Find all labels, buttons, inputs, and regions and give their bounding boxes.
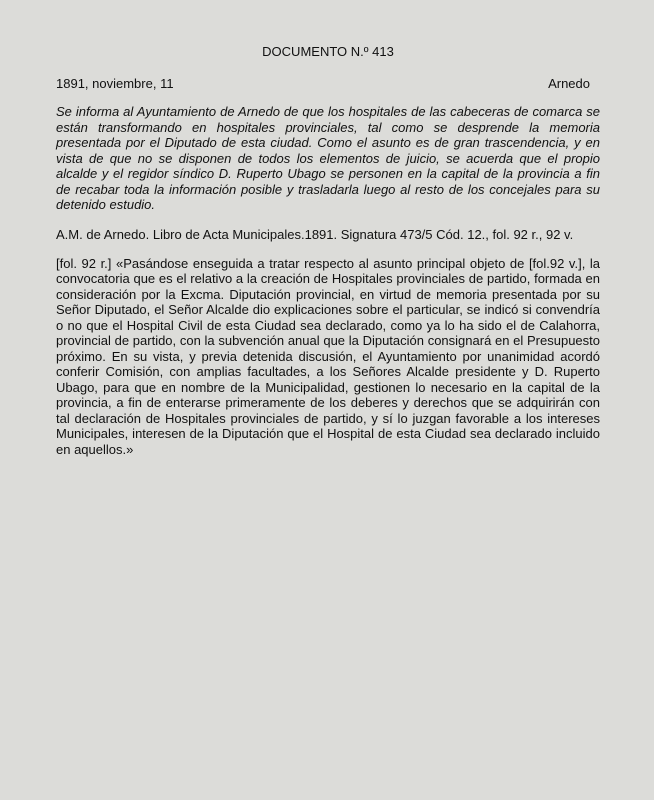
document-title: DOCUMENTO N.º 413 [262, 44, 394, 59]
document-summary: Se informa al Ayuntamiento de Arnedo de que los hospitales de las cabeceras de comarca se están transformando en hospitales provinciales, tal como se desprende la memoria presentada por el Diputado de esta ciudad. Como el asunto es de gran trascendencia, y en vista de que no se disponen de todos los elementos de juicio, se acuerda que el propio alcalde y el regidor síndico D. Ruperto Ubago se personen en la capital de la provincia a fin de recabar toda la información posible y trasladarla luego al resto de los concejales para su detenido estudio. [56, 104, 600, 212]
document-date: 1891, noviembre, 11 [56, 76, 174, 91]
transcription-body: [fol. 92 r.] «Pasándose enseguida a tratar respecto al asunto principal objeto de [fol.92 v.], la convocatoria que es el relativo a la creación de Hospitales provinciales de partido, formada en consideración por la Excma. Diputación provincial, en virtud de memoria presentada por su Señor Diputado, el Señor Alcalde dio explicaciones sobre el particular, se indicó si convendría o no que el Hospital Civil de esta Ciudad sea declarado, como ya lo ha sido el de Calahorra, provincial de partido, con la subvención anual que la Diputación consignará en el Presupuesto próximo. En su vista, y previa detenida discusión, el Ayuntamiento por unanimidad acordó conferir Comisión, con amplias facultades, a los Señores Alcalde presidente y D. Ruperto Ubago, para que en nombre de la Municipalidad, gestionen lo necesario en la capital de la provincia, a fin de enterarse primeramente de los deberes y derechos que se adquirirán con tal declaración de Hospitales provinciales de partido, y sí lo juzgan favorable a los intereses Municipales, interesen de la Diputación que el Hospital de esta Ciudad sea declarado incluido en aquellos.» [56, 255, 600, 457]
archival-source: A.M. de Arnedo. Libro de Acta Municipales.1891. Signatura 473/5 Cód. 12., fol. 92 r., 92 v. [56, 226, 574, 242]
document-place: Arnedo [548, 76, 590, 91]
date-place-line [56, 76, 600, 91]
